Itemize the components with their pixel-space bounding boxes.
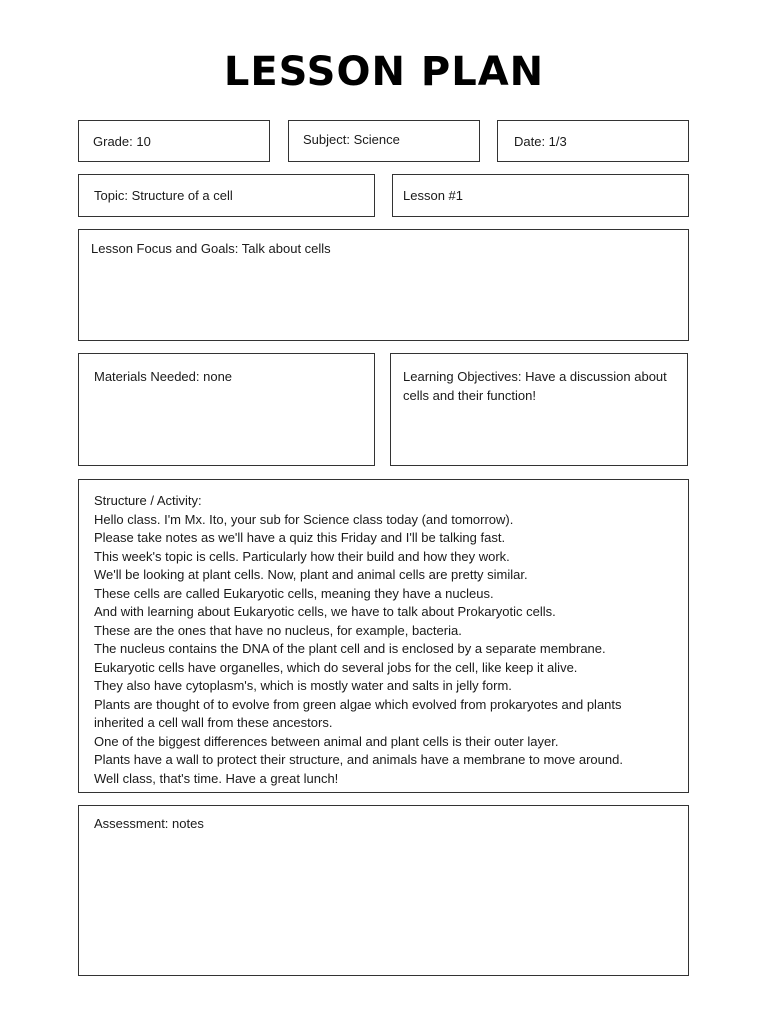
structure-line: We'll be looking at plant cells. Now, plant and animal cells are pretty similar. bbox=[94, 567, 528, 582]
subject-field: Subject: Science bbox=[303, 132, 400, 147]
structure-line: Hello class. I'm Mx. Ito, your sub for Science class today (and tomorrow). bbox=[94, 511, 514, 527]
structure-line: This week's topic is cells. Particularly how their build and how they work. bbox=[94, 548, 510, 564]
lesson-box bbox=[392, 174, 689, 217]
structure-line: Plants are thought of to evolve from green algae which evolved from prokaryotes and plants bbox=[94, 696, 622, 712]
structure-line: Plants have a wall to protect their structure, and animals have a membrane to move around. bbox=[94, 752, 623, 767]
date-box bbox=[497, 120, 689, 162]
grade-box bbox=[78, 120, 270, 162]
structure-line: These are the ones that have no nucleus, for example, bacteria. bbox=[94, 622, 462, 638]
structure-line: Please take notes as we'll have a quiz this Friday and I'll be talking fast. bbox=[94, 530, 506, 545]
structure-line: Well class, that's time. Have a great lunch! bbox=[94, 770, 339, 786]
structure-line: They also have cytoplasm's, which is mostly water and salts in jelly form. bbox=[94, 678, 512, 693]
structure-line: One of the biggest differences between animal and plant cells is their outer layer. bbox=[94, 733, 559, 749]
topic-box bbox=[78, 174, 375, 217]
topic-field: Topic: Structure of a cell bbox=[94, 188, 233, 203]
structure-line: Eukaryotic cells have organelles, which do several jobs for the cell, like keep it alive. bbox=[94, 659, 578, 675]
assessment-box bbox=[78, 805, 689, 976]
structure-activity-box bbox=[78, 479, 689, 793]
materials-field: Materials Needed: none bbox=[94, 369, 233, 384]
objectives-box bbox=[390, 353, 688, 466]
subject-box bbox=[288, 120, 480, 162]
structure-activity-content bbox=[94, 492, 680, 788]
structure-line: And with learning about Eukaryotic cells, we have to talk about Prokaryotic cells. bbox=[94, 604, 556, 619]
focus-goals-box bbox=[78, 229, 689, 341]
page-title: LESSON PLAN bbox=[223, 49, 545, 95]
structure-line: The nucleus contains the DNA of the plant cell and is enclosed by a separate membrane. bbox=[94, 641, 606, 656]
grade-field: Grade: 10 bbox=[93, 134, 151, 149]
structure-line: inherited a cell wall from these ancestors. bbox=[94, 715, 333, 730]
objectives-field: Learning Objectives: Have a discussion about cells and their function! bbox=[403, 369, 667, 403]
assessment-field: Assessment: notes bbox=[94, 816, 204, 831]
materials-box bbox=[78, 353, 375, 466]
lesson-number-field: Lesson #1 bbox=[403, 188, 463, 203]
focus-goals-field: Lesson Focus and Goals: Talk about cells bbox=[91, 241, 331, 256]
structure-line: These cells are called Eukaryotic cells, meaning they have a nucleus. bbox=[94, 585, 494, 601]
structure-heading: Structure / Activity: bbox=[94, 493, 202, 508]
date-field: Date: 1/3 bbox=[514, 134, 567, 149]
